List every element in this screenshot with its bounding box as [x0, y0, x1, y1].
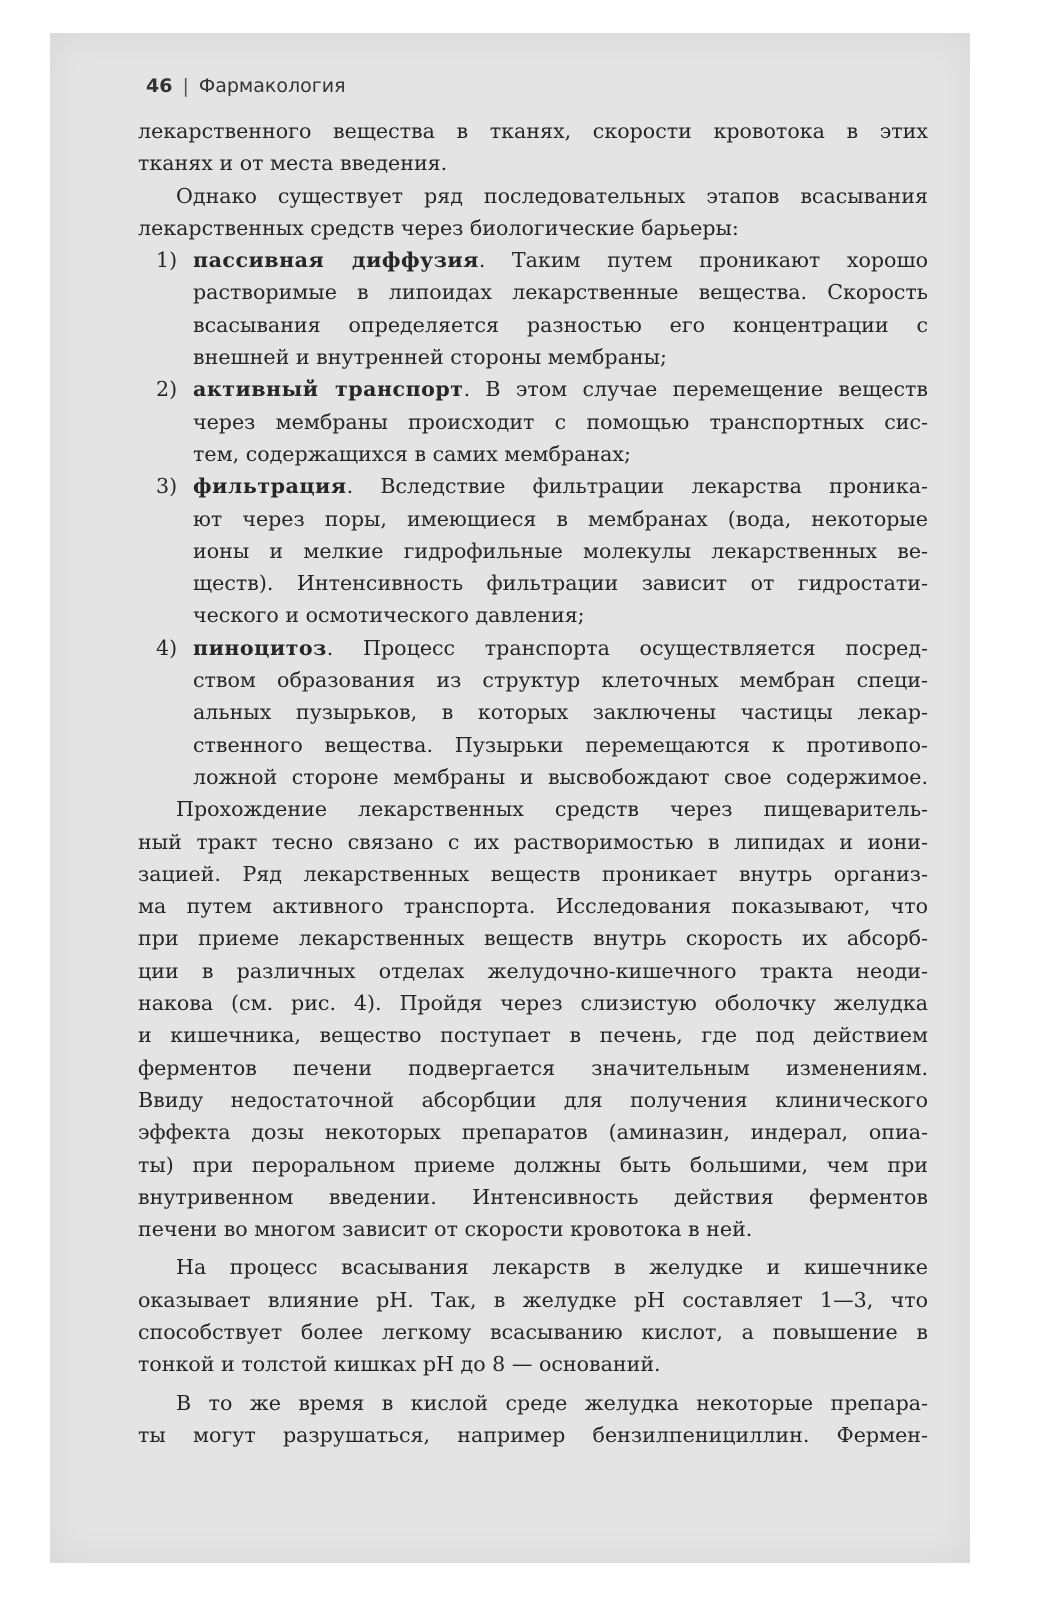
text-line: печени во многом зависит от скорости кровотока в ней.: [138, 1217, 753, 1242]
text-line: ществ). Интенсивность фильтрации зависит от гидростати-: [193, 571, 928, 596]
page-number: 46: [146, 75, 173, 97]
text-line: ческого и осмотического давления;: [193, 603, 585, 628]
text-line: накова (см. рис. 4). Пройдя через слизистую оболочку желудка: [138, 991, 928, 1016]
text-line: Ввиду недостаточной абсорбции для получения клинического: [138, 1087, 928, 1112]
list-item-3: 3) фильтрация. Вследствие фильтрации лекарства проника-: [138, 470, 928, 502]
text-line: оказывает влияние pH. Так, в желудке pH составляет 1—3, что: [138, 1287, 928, 1312]
text-line: эффекта дозы некоторых препаратов (аминазин, индерал, опиа-: [138, 1120, 928, 1145]
list-marker: 1): [156, 248, 178, 273]
list-item-2: 2) активный транспорт. В этом случае перемещение веществ: [138, 373, 928, 405]
text-line: ный тракт тесно связано с их растворимостью в липидах и иони-: [138, 829, 928, 854]
text-line: ют через поры, имеющиеся в мембранах (вода, некоторые: [193, 506, 928, 531]
text-line: ионы и мелкие гидрофильные молекулы лекарственных ве-: [193, 538, 928, 563]
text-line: внешней и внутренней стороны мембраны;: [193, 345, 667, 370]
text-line: ложной стороне мембраны и высвобождают свое содержимое.: [193, 764, 928, 789]
text-line: зацией. Ряд лекарственных веществ проникает внутрь организ-: [138, 861, 928, 886]
running-header: [146, 75, 346, 97]
text-line: альных пузырьков, в которых заключены частицы лекар-: [193, 700, 928, 725]
text-line: всасывания определяется разностью его концентрации с: [193, 312, 928, 337]
header-title: Фармакология: [198, 75, 346, 97]
text-line: тканях и от места введения.: [138, 151, 448, 176]
term-pinocytosis: пиноцитоз: [193, 635, 327, 660]
list-item-4: 4) пиноцитоз. Процесс транспорта осуществляется посред-: [138, 632, 928, 664]
text-line: ции в различных отделах желудочно-кишечного тракта неоди-: [138, 958, 928, 983]
text-line: растворимые в липоидах лекарственные вещества. Скорость: [193, 280, 928, 305]
text-line: лекарственного вещества в тканях, скорости кровотока в этих: [138, 119, 928, 143]
body-text: [138, 115, 928, 1451]
text-line: внутривенном введении. Интенсивность действия ферментов: [138, 1184, 928, 1209]
text-line: ством образования из структур клеточных мембран специ-: [193, 668, 928, 693]
text-line: тонкой и толстой кишках pH до 8 — оснований.: [138, 1352, 661, 1377]
text-line: ты) при пероральном приеме должны быть большими, чем при: [138, 1152, 928, 1177]
list-marker: 4): [156, 635, 178, 660]
header-separator: |: [182, 75, 189, 97]
text-line: через мембраны происходит с помощью транспортных сис-: [193, 409, 928, 434]
text-line: ма путем активного транспорта. Исследования показывают, что: [138, 894, 928, 919]
text-line: Однако существует ряд последовательных этапов всасывания: [176, 183, 928, 208]
list-marker: 2): [156, 377, 178, 402]
text-line: тем, содержащихся в самих мембранах;: [193, 441, 631, 466]
text-line: лекарственных средств через биологические барьеры:: [138, 215, 739, 240]
text-line: и кишечника, вещество поступает в печень, где под действием: [138, 1023, 928, 1048]
text-line: ты могут разрушаться, например бензилпенициллин. Фермен-: [138, 1422, 928, 1447]
text-line: Прохождение лекарственных средств через пищеваритель-: [176, 797, 928, 822]
text-line: ферментов печени подвергается значительным изменениям.: [138, 1055, 928, 1080]
text-line: ственного вещества. Пузырьки перемещаются к противопо-: [193, 732, 928, 757]
text-line: способствует более легкому всасыванию кислот, а повышение в: [138, 1319, 928, 1344]
list-item-1: 1) пассивная диффузия. Таким путем проникают хорошо: [138, 244, 928, 276]
term-filtration: фильтрация: [193, 474, 347, 499]
text-line: На процесс всасывания лекарств в желудке и кишечнике: [176, 1255, 928, 1280]
text-line: при приеме лекарственных веществ внутрь скорость их абсорб-: [138, 926, 928, 951]
term-active-transport: активный транспорт: [193, 377, 464, 402]
list-marker: 3): [156, 474, 178, 499]
term-passive-diffusion: пассивная диффузия: [193, 248, 479, 273]
book-page: [50, 33, 970, 1563]
text-line: В то же время в кислой среде желудка некоторые препара-: [176, 1390, 928, 1415]
